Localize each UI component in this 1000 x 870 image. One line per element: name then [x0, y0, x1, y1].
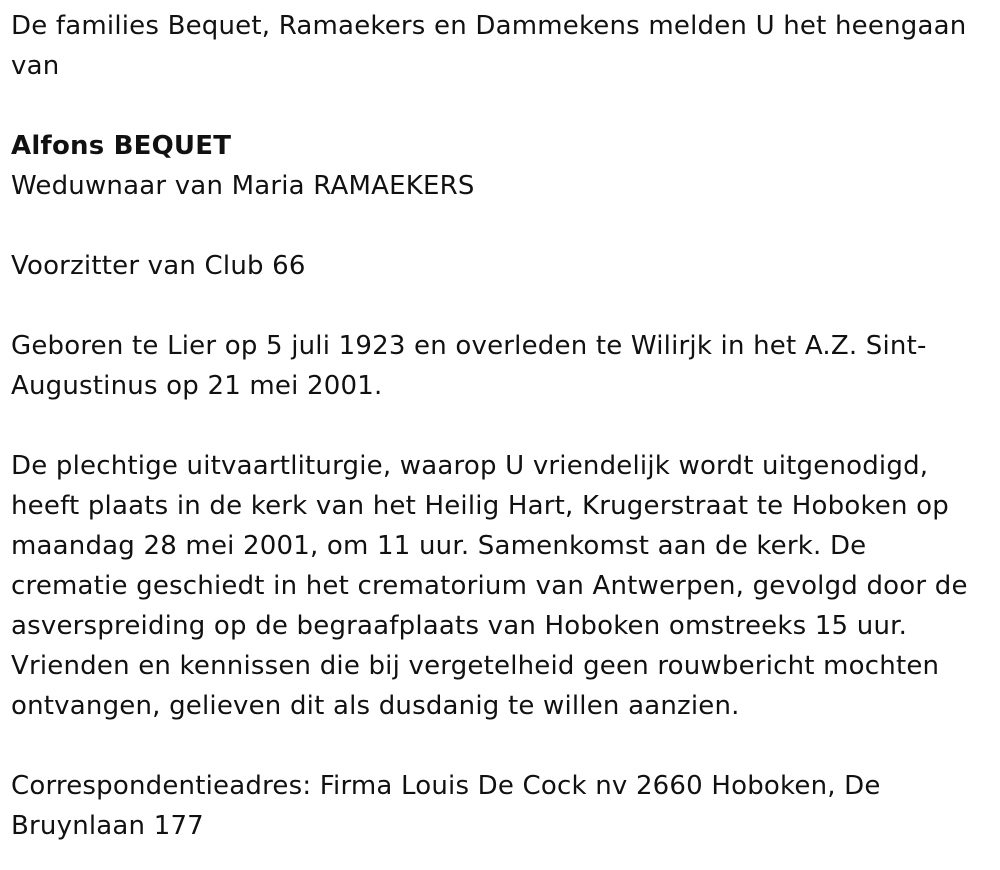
spacer: [11, 206, 986, 246]
deceased-name: Alfons BEQUET: [11, 131, 232, 161]
spacer: [11, 286, 986, 326]
birth-death-paragraph: Geboren te Lier op 5 juli 1923 en overleden te Wilirjk in het A.Z. Sint-Augustinus op 21 mei 2001.: [11, 331, 927, 401]
correspondence-address: Correspondentieadres: Firma Louis De Cock nv 2660 Hoboken, De Bruynlaan 177: [11, 771, 881, 841]
spacer: [11, 86, 986, 126]
widower-line: Weduwnaar van Maria RAMAEKERS: [11, 171, 475, 201]
spacer: [11, 406, 986, 446]
death-notice: [11, 6, 986, 846]
ceremony-paragraph: De plechtige uitvaartliturgie, waarop U vriendelijk wordt uitgenodigd, heeft plaats in de kerk van het Heilig Hart, Krugerstraat te Hoboken op maandag 28 mei 2001, om 11 uur. Samenkomst aan de kerk. De crematie geschiedt in het crematorium van Antwerpen, gevolgd door de asverspreiding op de begraafplaats van Hoboken omstreeks 15 uur. Vrienden en kennissen die bij vergetelheid geen rouwbericht mochten ontvangen, gelieven dit als dusdanig te willen aanzien.: [11, 451, 968, 721]
role-line: Voorzitter van Club 66: [11, 251, 306, 281]
spacer: [11, 726, 986, 766]
intro-text: De families Bequet, Ramaekers en Dammekens melden U het heengaan van: [11, 11, 967, 81]
